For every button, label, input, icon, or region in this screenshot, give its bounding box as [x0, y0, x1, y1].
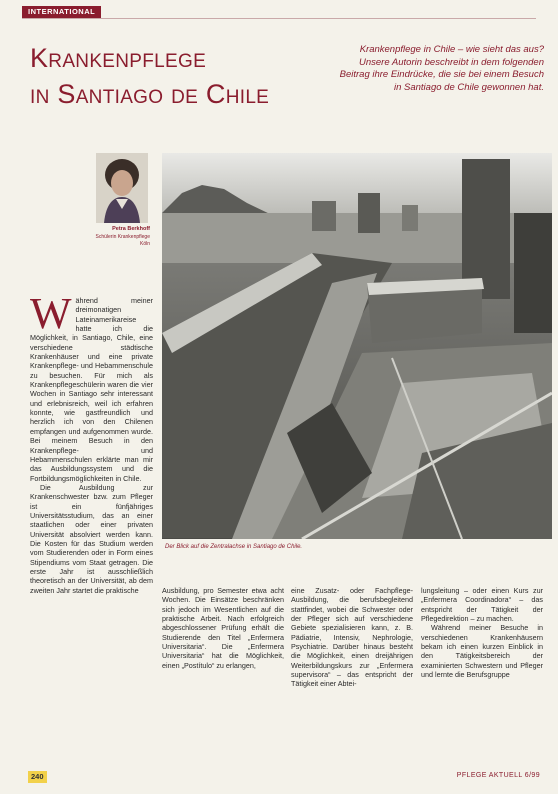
paragraph [30, 296, 153, 483]
author-portrait-image [96, 153, 148, 223]
author-role-line-1: Schülerin Krankenpflege [95, 234, 150, 240]
paragraph: lungsleitung – oder einen Kurs zur „Enfermera Coordinadora“ – das entspricht der Tätigkeit der Pflegedirektion – zu machen. [421, 586, 543, 624]
author-name: Petra Berkhoff [112, 226, 150, 232]
photo-caption: Der Blick auf die Zentralachse in Santiago de Chile. [165, 544, 303, 550]
body-column-3 [291, 586, 413, 786]
author-role [70, 234, 150, 248]
paragraph: eine Zusatz- oder Fachpflege-Ausbildung, die berufsbegleitend stattfindet, wobei die Schwester oder der Pfleger sich auf verschiedene Gebiete spezialisieren kann, z. B. Pädiatrie, Intensiv, Nephrologie, Psychiatrie. Darüber hinaus besteht die Möglichkeit, einen dreijährigen Weiterbildungskurs zur „Enfermera supervisora“ – das entspricht der Tätigkeit einer Abtei- [291, 586, 413, 689]
page-number: 240 [28, 771, 47, 783]
body-column-1 [30, 296, 153, 786]
author-portrait [96, 153, 148, 223]
drop-cap: W [30, 296, 72, 338]
paragraph: Während meiner Besuche in verschiedenen Krankenhäusern bekam ich einen kurzen Einblick in den Tätigkeitsbereich der examinierten Schwestern und Pfleger und lernte die Berufsgruppe [421, 623, 543, 680]
city-photo [162, 153, 552, 539]
author-role-line-2: Köln [139, 241, 150, 247]
body-column-4 [421, 586, 543, 786]
headline-line-2: in Santiago de Chile [30, 79, 270, 109]
headline-line-1: Krankenpflege [30, 43, 207, 73]
section-header-bar [22, 6, 536, 19]
journal-footer: PFLEGE AKTUELL 6/99 [456, 772, 540, 779]
paragraph: Ausbildung, pro Semester etwa acht Wochen. Die Einsätze beschränken sich jedoch im Wesentlichen auf die praktische Arbeit. Nach erfolgreich abgeschlossener Prüfung erhält die Studierende den Titel „Enfermera Universitaria“. Die „Enfermera Universitaria“ hat die Möglichkeit, einen „Postítulo“ zu erlangen, [162, 586, 284, 670]
body-column-2 [162, 586, 284, 786]
article-headline [30, 40, 330, 112]
paragraph-text: ährend meiner dreimonatigen Lateinamerikareise hatte ich die Möglichkeit, in Santiago, Chile, eine verschiedene städtische Krankenhäuser und eine private Krankenpflege- und Hebammenschule zu besuchen. Für mich als Krankenpflegeschülerin waren die vier Wochen in Santiago sehr interessant und erlebnisreich, weil ich erfahren konnte, wie gastfreundlich und herzlich ich von den Chilenen empfangen und aufgenommen wurde. Bei meinem Besuch in den Krankenpflege- und Hebammenschulen erklärte man mir das Ausbildungssystem und die Fortbildungsmöglichkeiten in Chile. [30, 296, 153, 483]
santiago-aerial-photo [162, 153, 552, 539]
article-lead: Krankenpflege in Chile – wie sieht das aus? Unsere Autorin beschreibt in dem folgenden Beitrag ihre Eindrücke, die sie bei einem Besuch in Santiago de Chile gewonnen hat. [339, 44, 544, 93]
paragraph: Die Ausbildung zur Krankenschwester bzw. zum Pfleger ist ein fünfjähriges Universitätsstudium, das an einer staatlichen oder einer privaten Universität absolviert werden kann. Die Kosten für das Studium werden vom Studierenden oder in Form eines Stipendiums vom Staat getragen. Die erste Jahr ist ausschließlich theoretisch an der Universität, ab dem zweiten Jahr startet die praktische [30, 482, 153, 595]
section-tag: INTERNATIONAL [22, 6, 101, 18]
